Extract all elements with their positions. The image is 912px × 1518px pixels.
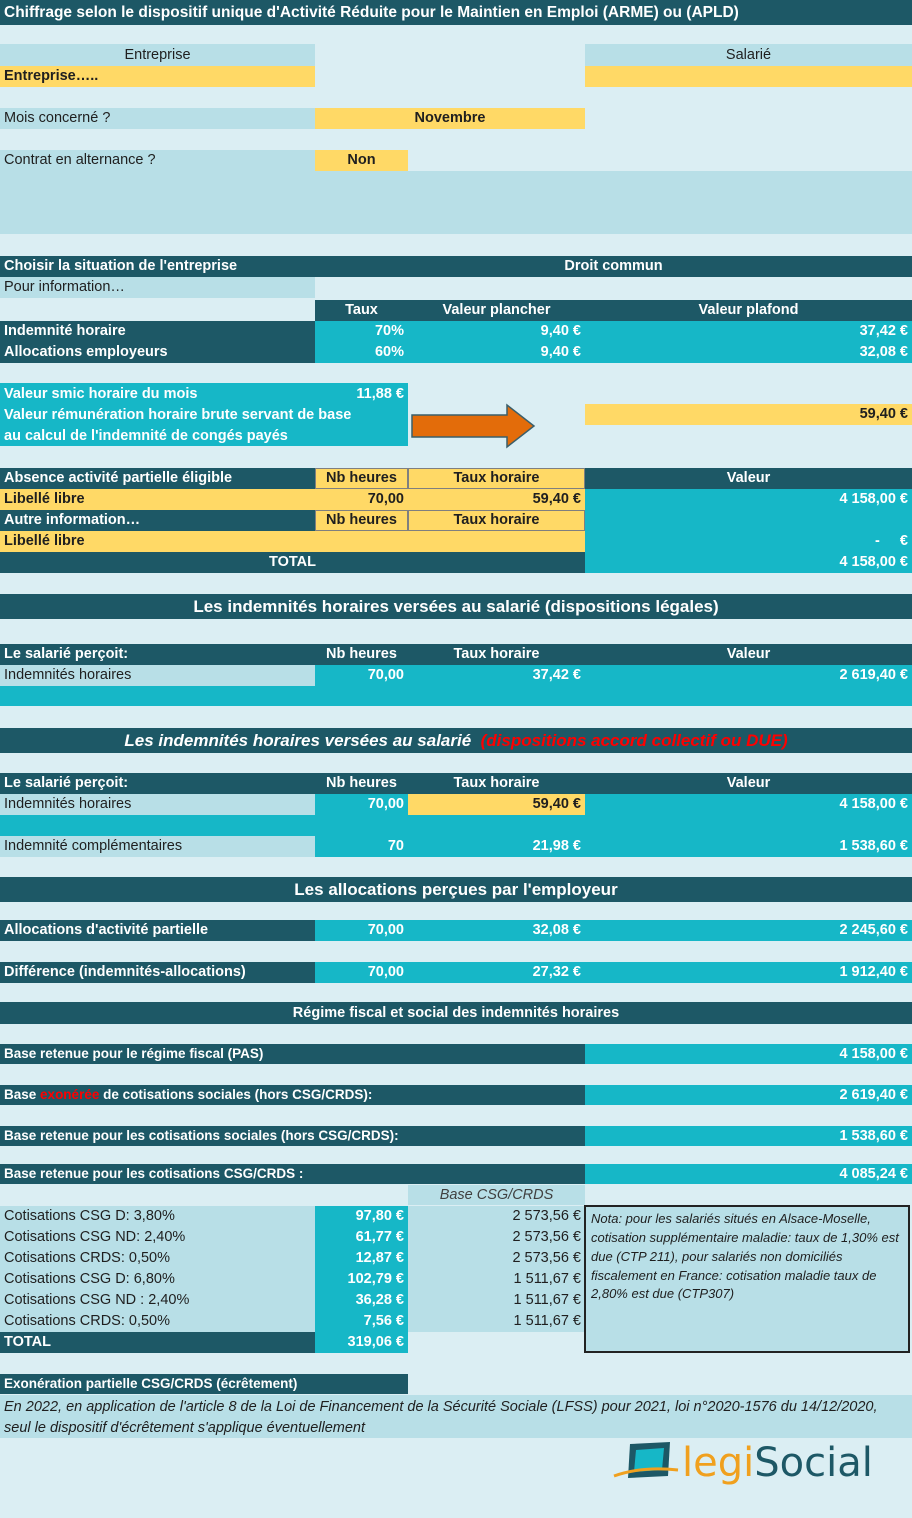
csg-row-label: Cotisations CRDS: 0,50% bbox=[0, 1248, 315, 1269]
csg-row-base: 2 573,56 € bbox=[408, 1227, 585, 1248]
autre-label-input[interactable]: Libellé libre bbox=[0, 531, 315, 552]
legal-row-valeur: 2 619,40 € bbox=[585, 665, 912, 686]
accord-row-label: Indemnités horaires bbox=[0, 794, 315, 815]
rate-row-plancher: 9,40 € bbox=[408, 321, 585, 342]
smic-value: 11,88 € bbox=[356, 386, 404, 403]
rate-row-label: Indemnité horaire bbox=[0, 321, 315, 342]
exoneree-prefix: Base bbox=[4, 1087, 37, 1103]
accord-title-red: (dispositions accord collectif ou DUE) bbox=[480, 731, 788, 750]
nb-heures-header: Nb heures bbox=[315, 468, 408, 489]
csg-row-label: Cotisations CRDS: 0,50% bbox=[0, 1311, 315, 1332]
total-label: TOTAL bbox=[0, 552, 585, 573]
mois-select[interactable]: Novembre bbox=[315, 108, 585, 129]
total-value: 4 158,00 € bbox=[585, 552, 912, 573]
difference-row-label: Différence (indemnités-allocations) bbox=[0, 962, 315, 983]
csg-row-label: Cotisations CSG D: 6,80% bbox=[0, 1269, 315, 1290]
accord-row-valeur: 4 158,00 € bbox=[585, 794, 912, 815]
accord-taux-input[interactable]: 59,40 € bbox=[408, 794, 585, 815]
rate-row-plafond: 37,42 € bbox=[585, 321, 912, 342]
legal-row-label: Indemnités horaires bbox=[0, 665, 315, 686]
rate-row-label: Allocations employeurs bbox=[0, 342, 315, 363]
csg-row-base: 1 511,67 € bbox=[408, 1311, 585, 1332]
alternance-label: Contrat en alternance ? bbox=[0, 150, 315, 171]
legisocial-logo bbox=[612, 1440, 882, 1490]
csg-row-base: 1 511,67 € bbox=[408, 1290, 585, 1311]
info-area bbox=[0, 171, 912, 234]
rate-row-plafond: 32,08 € bbox=[585, 342, 912, 363]
remuneration-label-2: au calcul de l'indemnité de congés payés bbox=[4, 428, 288, 445]
logo-text-legi: legi bbox=[682, 1440, 755, 1486]
alternance-select[interactable]: Non bbox=[315, 150, 408, 171]
pas-label: Base retenue pour le régime fiscal (PAS) bbox=[0, 1044, 585, 1064]
csg-base-label: Base retenue pour les cotisations CSG/CRDS : bbox=[0, 1164, 585, 1184]
difference-row-taux: 27,32 € bbox=[408, 962, 585, 983]
cotis-label: Base retenue pour les cotisations sociales (hors CSG/CRDS): bbox=[0, 1126, 585, 1146]
nb-heures-header: Nb heures bbox=[315, 510, 408, 531]
accord-valeur-header: Valeur bbox=[585, 773, 912, 794]
cotis-value: 1 538,60 € bbox=[585, 1126, 912, 1146]
accord-row2-label: Indemnité complémentaires bbox=[0, 836, 315, 857]
exoneree-red: exonérée bbox=[40, 1087, 100, 1103]
csg-row-value: 7,56 € bbox=[315, 1311, 408, 1332]
accord-row2-nb: 70 bbox=[315, 836, 408, 857]
csg-row-base: 2 573,56 € bbox=[408, 1248, 585, 1269]
exoneree-label bbox=[0, 1085, 585, 1105]
logo-icon bbox=[612, 1440, 682, 1490]
legal-valeur-header: Valeur bbox=[585, 644, 912, 665]
rate-row-taux: 60% bbox=[315, 342, 408, 363]
autre-valeur: - € bbox=[874, 533, 908, 550]
allocations-section-title: Les allocations perçues par l'employeur bbox=[0, 877, 912, 902]
plafond-header: Valeur plafond bbox=[585, 300, 912, 321]
allocations-row-taux: 32,08 € bbox=[408, 920, 585, 941]
accord-row-nb: 70,00 bbox=[315, 794, 408, 815]
absence-label-input[interactable]: Libellé libre bbox=[0, 489, 315, 510]
taux-horaire-header: Taux horaire bbox=[408, 468, 585, 489]
legal-row-taux: 37,42 € bbox=[408, 665, 585, 686]
accord-nb-header: Nb heures bbox=[315, 773, 408, 794]
plancher-header: Valeur plancher bbox=[408, 300, 585, 321]
entreprise-header: Entreprise bbox=[0, 44, 315, 66]
autre-info-label: Autre information… bbox=[0, 510, 315, 531]
regime-section-title: Régime fiscal et social des indemnités horaires bbox=[0, 1002, 912, 1024]
exoneree-value: 2 619,40 € bbox=[585, 1085, 912, 1105]
remuneration-value[interactable]: 59,40 € bbox=[585, 404, 912, 425]
legal-header-label: Le salarié perçoit: bbox=[0, 644, 315, 665]
csg-row-label: Cotisations CSG ND: 2,40% bbox=[0, 1227, 315, 1248]
rate-row-plancher: 9,40 € bbox=[408, 342, 585, 363]
valeur-header: Valeur bbox=[585, 468, 912, 489]
csg-row-value: 12,87 € bbox=[315, 1248, 408, 1269]
csg-row-value: 61,77 € bbox=[315, 1227, 408, 1248]
csg-base-value: 4 085,24 € bbox=[585, 1164, 912, 1184]
exoneration-text: En 2022, en application de l'article 8 de la Loi de Financement de la Sécurité Sociale (LFSS) pour 2021, loi n°2020-1576 du 14/12/2020, seul le dispositif d'écrêtement s'applique éventuellement bbox=[0, 1395, 912, 1438]
remuneration-label-1: Valeur rémunération horaire brute servant de base bbox=[4, 407, 352, 424]
accord-row2-taux: 21,98 € bbox=[408, 836, 585, 857]
taux-horaire-header: Taux horaire bbox=[408, 510, 585, 531]
arrow-right-icon bbox=[410, 402, 538, 450]
accord-row2-valeur: 1 538,60 € bbox=[585, 836, 912, 857]
csg-row-label: Cotisations CSG ND : 2,40% bbox=[0, 1290, 315, 1311]
csg-row-label: Cotisations CSG D: 3,80% bbox=[0, 1206, 315, 1227]
difference-row-valeur: 1 912,40 € bbox=[585, 962, 912, 983]
legal-spacer bbox=[0, 686, 912, 706]
accord-taux-header: Taux horaire bbox=[408, 773, 585, 794]
allocations-row-label: Allocations d'activité partielle bbox=[0, 920, 315, 941]
csg-total-label: TOTAL bbox=[0, 1332, 315, 1353]
nota-box: Nota: pour les salariés situés en Alsace-Moselle, cotisation supplémentaire maladie: taux de 1,30% est due (CTP 211), pour salariés non domiciliés fiscalement en France: cotisation maladie taux de 2,80% est due (CTP307) bbox=[584, 1205, 910, 1353]
situation-select[interactable]: Droit commun bbox=[315, 256, 912, 277]
base-csg-header: Base CSG/CRDS bbox=[408, 1185, 585, 1205]
absence-taux-input[interactable]: 59,40 € bbox=[408, 489, 585, 510]
legal-section-title: Les indemnités horaires versées au salarié (dispositions légales) bbox=[0, 594, 912, 619]
legal-row-nb: 70,00 bbox=[315, 665, 408, 686]
csg-row-base: 2 573,56 € bbox=[408, 1206, 585, 1227]
difference-row-nb: 70,00 bbox=[315, 962, 408, 983]
allocations-row-valeur: 2 245,60 € bbox=[585, 920, 912, 941]
absence-header-label: Absence activité partielle éligible bbox=[0, 468, 315, 489]
csg-row-value: 36,28 € bbox=[315, 1290, 408, 1311]
info-label: Pour information… bbox=[0, 277, 315, 298]
situation-label: Choisir la situation de l'entreprise bbox=[0, 256, 315, 277]
taux-header: Taux bbox=[315, 300, 408, 321]
mois-label: Mois concerné ? bbox=[0, 108, 315, 129]
absence-valeur: 4 158,00 € bbox=[585, 489, 912, 552]
accord-section-title bbox=[0, 728, 912, 753]
salarie-field[interactable] bbox=[585, 66, 912, 87]
csg-row-value: 102,79 € bbox=[315, 1269, 408, 1290]
legal-nb-header: Nb heures bbox=[315, 644, 408, 665]
accord-spacer bbox=[0, 815, 912, 836]
autre-input[interactable] bbox=[315, 531, 585, 552]
csg-total-value: 319,06 € bbox=[315, 1332, 408, 1353]
csg-row-base: 1 511,67 € bbox=[408, 1269, 585, 1290]
accord-title-main: Les indemnités horaires versées au salarié bbox=[124, 731, 472, 750]
page-title: Chiffrage selon le dispositif unique d'Activité Réduite pour le Maintien en Emploi (ARME) ou (APLD) bbox=[0, 0, 912, 25]
pas-value: 4 158,00 € bbox=[585, 1044, 912, 1064]
legal-taux-header: Taux horaire bbox=[408, 644, 585, 665]
logo-text-social: Social bbox=[754, 1440, 873, 1486]
accord-header-label: Le salarié perçoit: bbox=[0, 773, 315, 794]
absence-nb-input[interactable]: 70,00 bbox=[315, 489, 408, 510]
smic-label: Valeur smic horaire du mois bbox=[4, 386, 198, 403]
salarie-header: Salarié bbox=[585, 44, 912, 66]
exoneree-suffix: de cotisations sociales (hors CSG/CRDS): bbox=[103, 1087, 373, 1103]
entreprise-field[interactable]: Entreprise….. bbox=[0, 66, 315, 87]
allocations-row-nb: 70,00 bbox=[315, 920, 408, 941]
exoneration-label: Exonération partielle CSG/CRDS (écrêtement) bbox=[0, 1374, 408, 1394]
csg-row-value: 97,80 € bbox=[315, 1206, 408, 1227]
rate-row-taux: 70% bbox=[315, 321, 408, 342]
